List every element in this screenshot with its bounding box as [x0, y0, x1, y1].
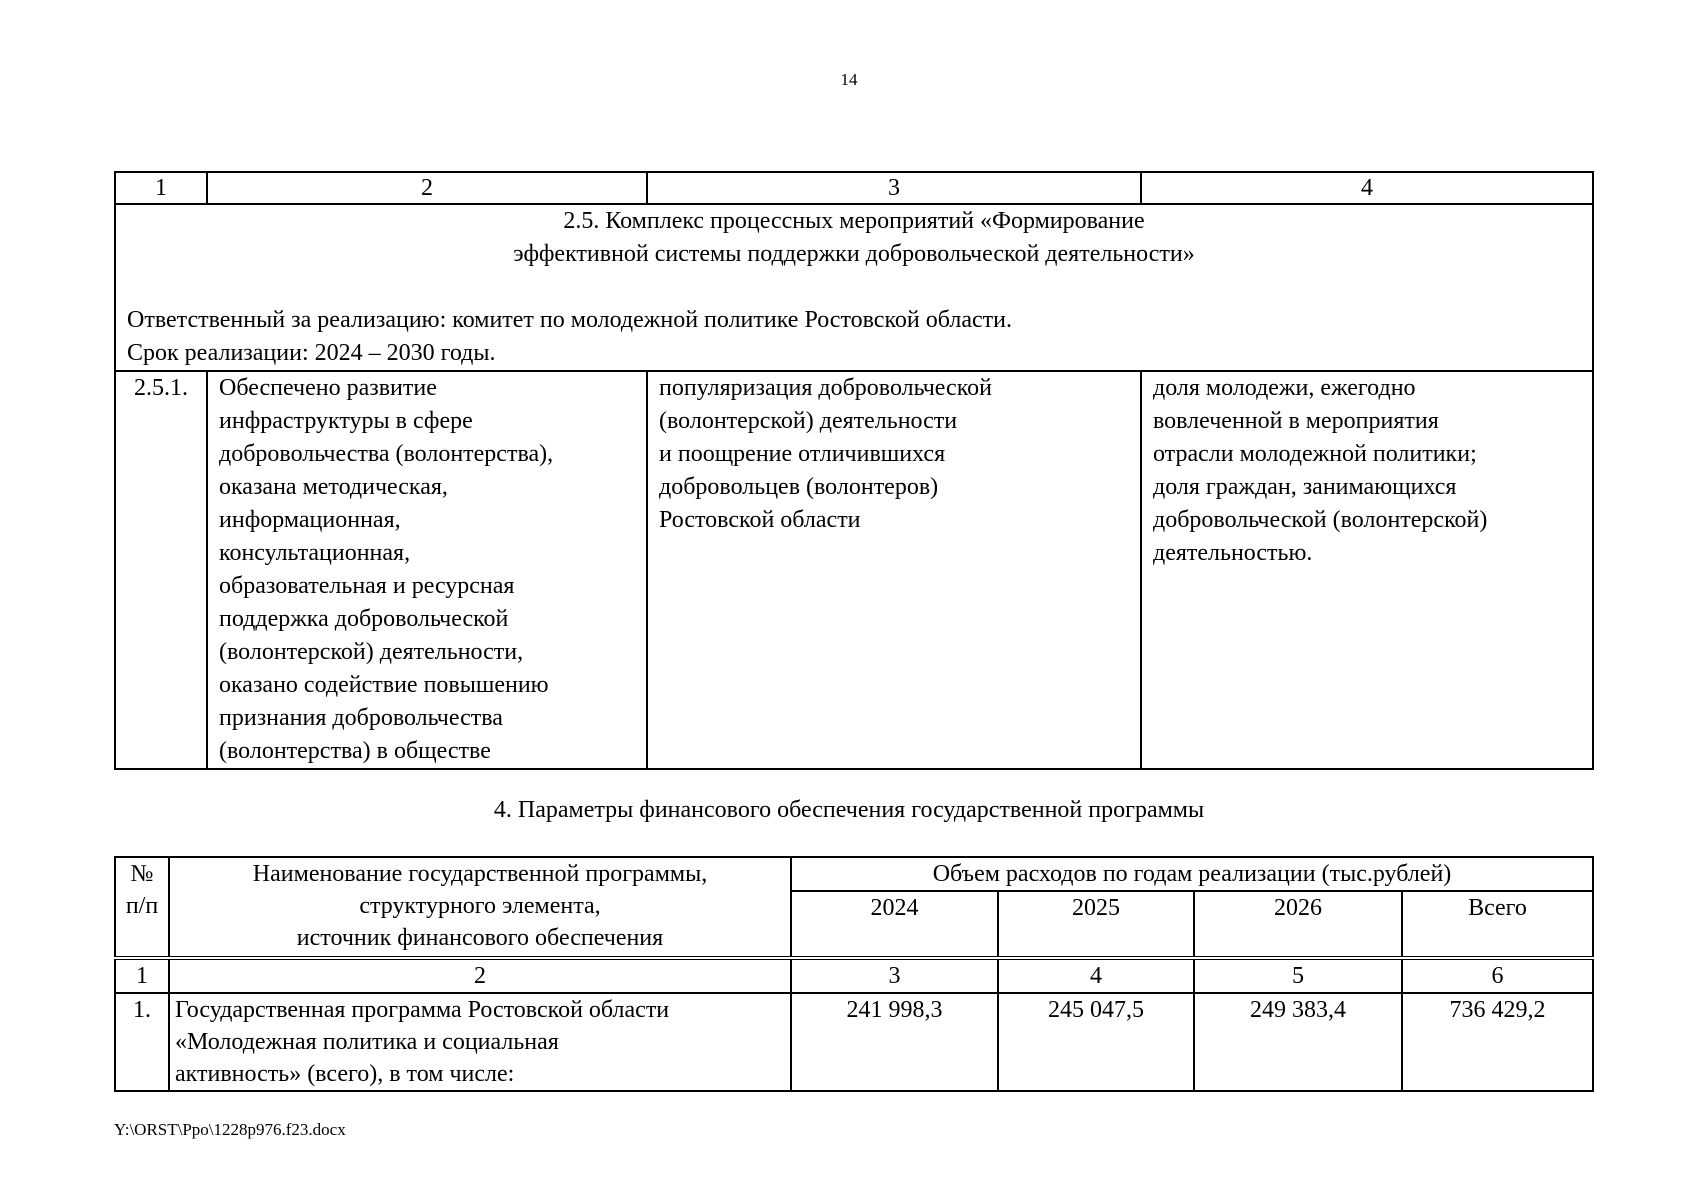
- row-number: 1.: [115, 993, 169, 1091]
- program-name-line: «Молодежная политика и социальная: [175, 1029, 559, 1055]
- responsible-text: Ответственный за реализацию: комитет по молодежной политике Ростовской области.: [127, 307, 1012, 333]
- indicator-cell: [1141, 371, 1593, 769]
- program-name-line: активность» (всего), в том числе:: [175, 1061, 515, 1087]
- indicator-line: вовлеченной в мероприятия: [1153, 408, 1439, 434]
- row-number: 2.5.1.: [115, 371, 207, 769]
- result-line: инфраструктуры в сфере: [219, 408, 473, 434]
- col-number-6: 6: [1402, 958, 1593, 993]
- total-header: Всего: [1402, 891, 1593, 958]
- volume-header: Объем расходов по годам реализации (тыс.рублей): [791, 857, 1593, 891]
- col-number-3: 3: [791, 958, 998, 993]
- description-cell: [647, 371, 1141, 769]
- indicator-line: отрасли молодежной политики;: [1153, 441, 1477, 467]
- name-header: [169, 857, 791, 958]
- result-line: Обеспечено развитие: [219, 375, 437, 401]
- result-line: образовательная и ресурсная: [219, 573, 515, 599]
- result-line: (волонтерской) деятельности,: [219, 639, 524, 665]
- col-number-2: 2: [207, 172, 647, 204]
- result-cell: [207, 371, 647, 769]
- col-number-2: 2: [169, 958, 791, 993]
- description-line: популяризация добровольческой: [659, 375, 992, 401]
- indicator-line: деятельностью.: [1153, 540, 1313, 566]
- result-line: консультационная,: [219, 540, 411, 566]
- result-line: поддержка добровольческой: [219, 606, 509, 632]
- name-header-line: источник финансового обеспечения: [296, 925, 664, 951]
- value-2026: 249 383,4: [1194, 993, 1402, 1091]
- result-line: информационная,: [219, 507, 401, 533]
- col-number-1: 1: [115, 172, 207, 204]
- name-header-line: Наименование государственной программы,: [252, 861, 708, 887]
- section-4-title: 4. Параметры финансового обеспечения государственной программы: [493, 797, 1205, 823]
- result-line: (волонтерства) в обществе: [219, 738, 491, 764]
- header-row: [115, 857, 1593, 891]
- file-path: Y:\ORST\Ppo\1228p976.f23.docx: [114, 1120, 346, 1139]
- section-cell: [115, 204, 1593, 371]
- table-row: [115, 371, 1593, 769]
- indicator-line: доля граждан, занимающихся: [1153, 474, 1457, 500]
- number-header: [115, 857, 169, 958]
- program-name-cell: [169, 993, 791, 1091]
- number-header-line-1: №: [130, 861, 154, 887]
- year-header-2026: 2026: [1194, 891, 1402, 958]
- result-line: признания добровольчества: [219, 705, 503, 731]
- number-header-line-2: п/п: [125, 893, 159, 919]
- description-line: и поощрение отличившихся: [659, 441, 946, 467]
- year-header-2024: 2024: [791, 891, 998, 958]
- measures-table: [114, 171, 1594, 770]
- col-number-4: 4: [1141, 172, 1593, 204]
- description-line: (волонтерской) деятельности: [659, 408, 958, 434]
- value-2024: 241 998,3: [791, 993, 998, 1091]
- financing-table: [114, 856, 1594, 1092]
- description-line: добровольцев (волонтеров): [659, 474, 939, 500]
- indicator-line: добровольческой (волонтерской): [1153, 507, 1488, 533]
- result-line: добровольчества (волонтерства),: [219, 441, 554, 467]
- column-number-row: [115, 172, 1593, 204]
- col-number-3: 3: [647, 172, 1141, 204]
- section-title-line-2: эффективной системы поддержки добровольческой деятельности»: [513, 241, 1195, 267]
- table-row: [115, 993, 1593, 1091]
- value-total: 736 429,2: [1402, 993, 1593, 1091]
- col-number-5: 5: [1194, 958, 1402, 993]
- column-number-row: [115, 958, 1593, 993]
- year-header-2025: 2025: [998, 891, 1194, 958]
- term-text: Срок реализации: 2024 – 2030 годы.: [127, 340, 496, 366]
- program-name-line: Государственная программа Ростовской области: [175, 997, 670, 1023]
- page-number: 14: [840, 70, 858, 89]
- section-row: [115, 204, 1593, 371]
- value-2025: 245 047,5: [998, 993, 1194, 1091]
- result-line: оказана методическая,: [219, 474, 448, 500]
- section-spacer: [127, 271, 1581, 304]
- result-line: оказано содействие повышению: [219, 672, 549, 698]
- col-number-1: 1: [115, 958, 169, 993]
- description-line: Ростовской области: [659, 507, 861, 533]
- col-number-4: 4: [998, 958, 1194, 993]
- name-header-line: структурного элемента,: [359, 893, 601, 919]
- section-title-line-1: 2.5. Комплекс процессных мероприятий «Формирование: [563, 208, 1145, 234]
- indicator-line: доля молодежи, ежегодно: [1153, 375, 1416, 401]
